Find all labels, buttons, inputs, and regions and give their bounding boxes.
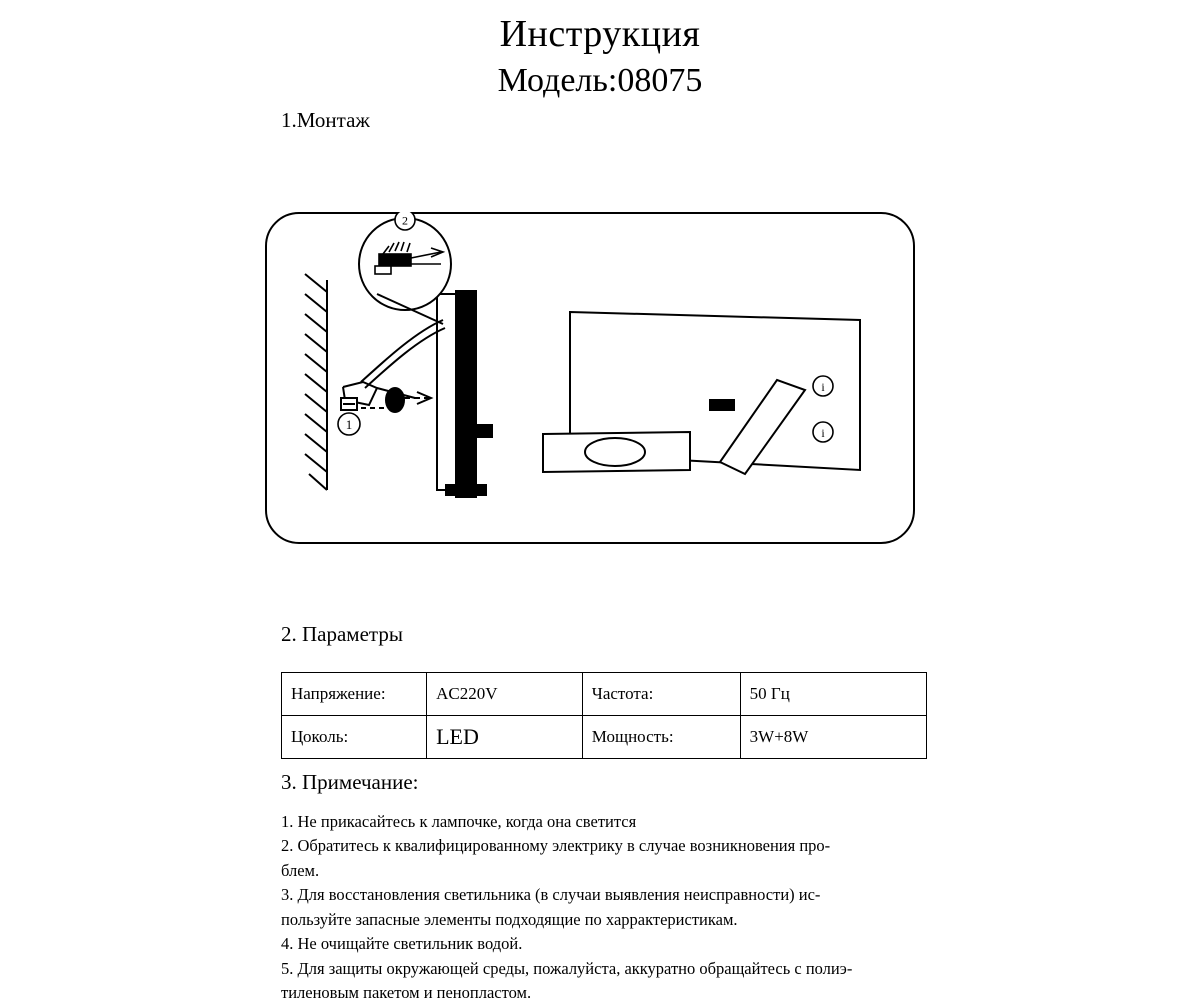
note-line: 4. Не очищайте светильник водой.: [281, 934, 523, 954]
param-value-frequency: 50 Гц: [740, 673, 926, 716]
callout-2-label: 2: [402, 213, 408, 228]
param-value-power: 3W+8W: [740, 716, 926, 759]
param-label-socket: Цоколь:: [282, 716, 427, 759]
note-line: пользуйте запасные элементы подходящие по харрактеристикам.: [281, 909, 738, 929]
model-line: [0, 62, 1200, 100]
param-label-voltage: Напряжение:: [282, 673, 427, 716]
note-line: 1. Не прикасайтесь к лампочке, когда она светится: [281, 812, 637, 831]
indicator-top-label: i: [821, 380, 825, 394]
section-heading-params: 2. Параметры: [281, 622, 403, 646]
note-line: 3. Для восстановления светильника (в случаи выявления неисправности) ис-: [281, 885, 821, 905]
param-label-frequency: Частота:: [582, 673, 740, 716]
model-label: Модель:: [497, 62, 618, 99]
page-title: Инструкция: [499, 13, 701, 55]
param-value-socket: LED: [427, 716, 583, 759]
parameters-table: [281, 672, 927, 759]
model-value: 08075: [617, 62, 703, 99]
section-heading-notes: 3. Примечание:: [281, 770, 419, 794]
lamp-body: [543, 312, 860, 474]
param-label-power: Мощность:: [582, 716, 740, 759]
mounting-bracket: [445, 290, 493, 498]
mounting-diagram: [265, 212, 915, 544]
note-line: 5. Для защиты окружающей среды, пожалуйста, аккуратно обращайтесь с полиэ-: [281, 958, 853, 978]
param-value-voltage: AC220V: [427, 673, 583, 716]
note-line: тиленовым пакетом и пенопластом.: [281, 982, 532, 1002]
cable-path: [361, 320, 445, 388]
callout-1-label: 1: [345, 417, 353, 432]
note-line: 2. Обратитесь к квалифицированному электрику в случае возникновения про-: [281, 836, 831, 856]
table-row: [282, 673, 927, 716]
wall-hatching: [305, 274, 327, 490]
table-row: [282, 716, 927, 759]
indicator-bottom-label: i: [821, 426, 825, 440]
anchor-screw: [341, 382, 431, 412]
note-line: блем.: [281, 860, 320, 880]
notes-list: [281, 810, 927, 1005]
section-heading-mount: 1.Монтаж: [281, 108, 370, 132]
